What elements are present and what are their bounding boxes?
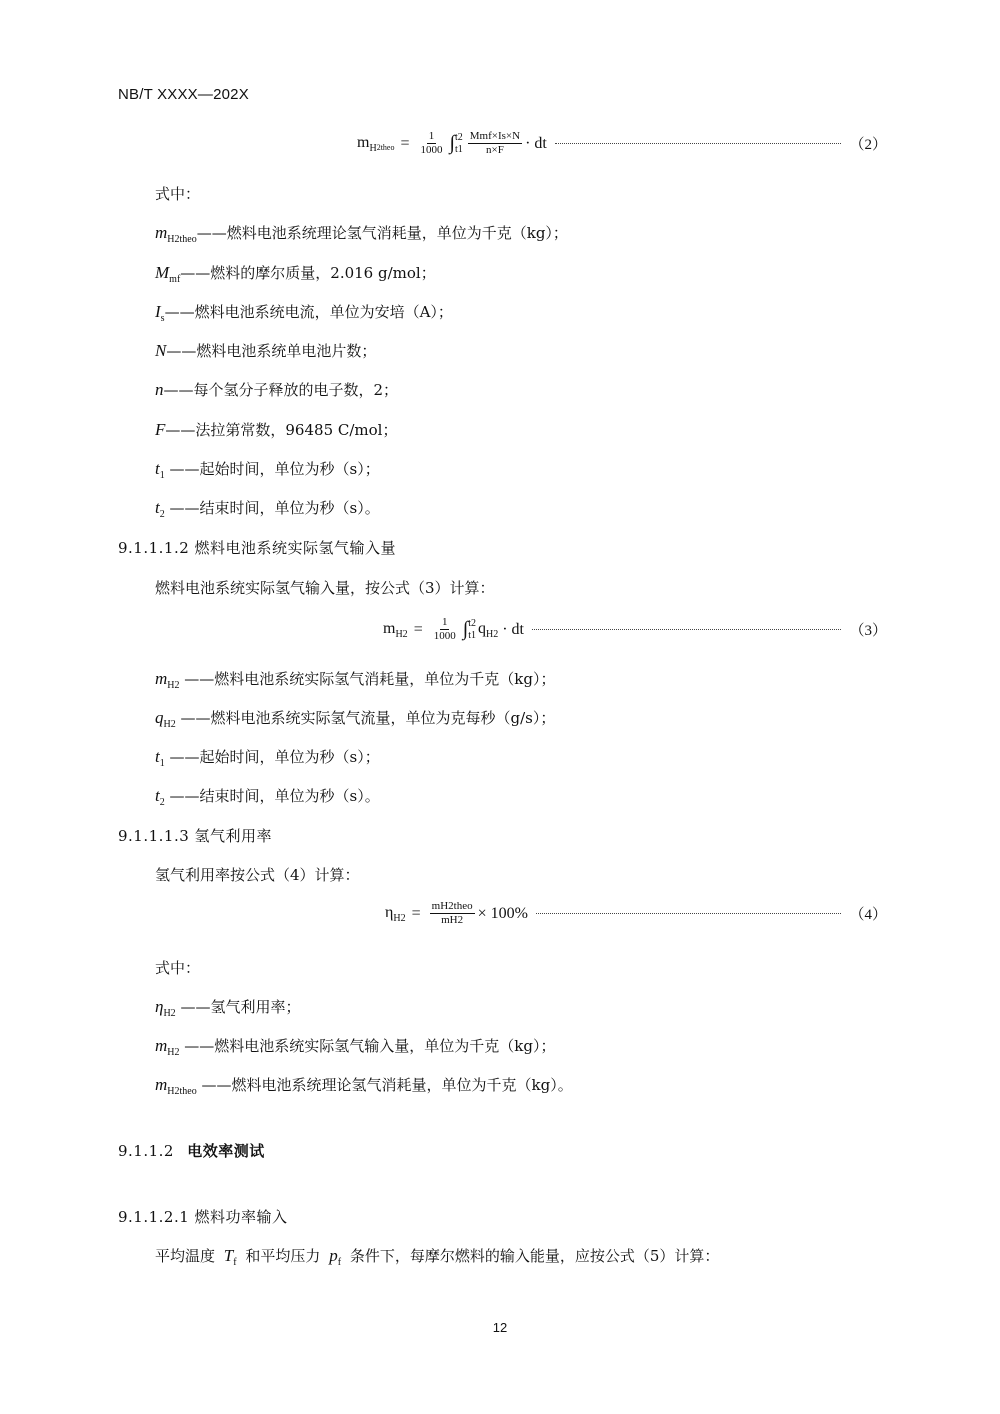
section-9-1-1-1-2: 9.1.1.1.2 燃料电池系统实际氢气输入量 — [118, 539, 397, 557]
definition-item — [155, 262, 436, 285]
page-number: 12 — [492, 1320, 508, 1335]
eq3-lhs: $m_{H2}$ — [383, 619, 408, 640]
document-header: NB/T XXXX—202X — [118, 86, 249, 103]
paragraph-eq5-intro: 平均温度 $T_f$ 和平均压力 $p_f$ 条件下，每摩尔燃料的输入能量，应按公式（5）计算： — [155, 1246, 720, 1268]
eq3-tail: · dt — [502, 620, 524, 638]
definition-symbol: $m_{H2}$ — [155, 669, 180, 691]
definition-item — [155, 1074, 573, 1097]
definition-item — [155, 340, 376, 361]
definition-text: ——燃料电池系统单电池片数； — [166, 342, 377, 360]
definition-symbol: $m_{H2theo}$ — [155, 1075, 197, 1097]
definition-text: ——燃料电池系统理论氢气消耗量，单位为千克（kg）； — [196, 224, 568, 242]
leader-dots — [555, 143, 842, 144]
section-number: 9.1.1.2 — [118, 1142, 174, 1160]
definition-text: ——燃料电池系统理论氢气消耗量，单位为千克（kg）。 — [196, 1076, 573, 1094]
eq2-limits: t2 t1 — [454, 131, 463, 155]
eq4-lhs: $\eta_{H2}$ — [385, 903, 406, 924]
definition-item — [155, 419, 397, 440]
section-9-1-1-2-1: 9.1.1.2.1 燃料功率输入 — [118, 1208, 288, 1226]
definition-text: ——燃料电池系统实际氢气流量，单位为克每秒（g/s）； — [175, 709, 556, 727]
definition-text: ——起始时间，单位为秒（s）； — [164, 748, 380, 766]
definition-text: ——起始时间，单位为秒（s）； — [164, 460, 380, 478]
definition-item — [155, 222, 568, 245]
definition-symbol: $t_2$ — [155, 498, 165, 520]
definition-text: ——燃料电池系统电流，单位为安培（A）； — [164, 303, 453, 321]
definition-item — [155, 996, 300, 1019]
leader-dots — [536, 913, 842, 914]
eq2-lhs: $m_H2theo$ — [357, 133, 395, 154]
equation-4: $\eta_{H2}$ = $\frac{\text{mH2theo}}{mH2}$ × 100% （4） — [385, 900, 887, 926]
definition-text: ——燃料的摩尔质量，2.016 g/mol； — [180, 264, 436, 282]
definition-text: ——每个氢分子释放的电子数，2； — [163, 381, 399, 399]
eq2-tail: · dt — [525, 134, 547, 152]
definition-symbol: $m_{H2theo}$ — [155, 223, 197, 245]
definition-text: ——氢气利用率； — [175, 998, 301, 1016]
integral-symbol: ∫ — [462, 618, 469, 640]
definition-text: ——结束时间，单位为秒（s）。 — [164, 787, 380, 805]
definition-item — [155, 497, 380, 520]
eq3-fraction: $\frac{1}{1000}$ — [433, 616, 456, 642]
definition-symbol: n — [155, 380, 164, 399]
eq2-number: （2） — [849, 137, 887, 153]
where-label-1: 式中： — [155, 185, 201, 203]
definition-text: ——法拉第常数，96485 C/mol； — [165, 421, 398, 439]
eq4-number: （4） — [849, 907, 887, 923]
integral-symbol: ∫ — [449, 132, 455, 154]
definition-symbol: $q_{H2}$ — [155, 708, 176, 730]
eq4-fraction: $\frac{\text{mH2theo}}{mH2}$ — [431, 900, 473, 926]
definition-symbol: $I_s$ — [155, 302, 165, 324]
definition-item — [155, 707, 555, 730]
section-title: 电效率测试 — [187, 1142, 265, 1160]
section-9-1-1-1-3: 9.1.1.1.3 氢气利用率 — [118, 827, 273, 845]
paragraph-eq4-intro: 氢气利用率按公式（4）计算： — [155, 866, 360, 884]
definition-item — [155, 1035, 555, 1058]
definition-item — [155, 746, 380, 769]
definition-symbol: $M_{mf}$ — [155, 263, 181, 285]
definition-item — [155, 458, 380, 481]
definition-item — [155, 379, 398, 400]
symbol-T: $T_f$ — [223, 1246, 237, 1268]
definition-text: ——结束时间，单位为秒（s）。 — [164, 499, 380, 517]
definition-item — [155, 301, 453, 324]
definition-symbol: $\eta_{H2}$ — [155, 997, 176, 1019]
definition-symbol: F — [155, 420, 166, 439]
paragraph-eq3-intro: 燃料电池系统实际氢气输入量，按公式（3）计算： — [155, 579, 495, 597]
definition-symbol: $m_{H2}$ — [155, 1036, 180, 1058]
eq2-fraction-1: $\frac{1}{1000}$ — [420, 130, 443, 156]
equation-3: $m_{H2}$ = $\frac{1}{1000}$ ∫ t2 t1 $q_{H2}$ · dt （3） — [383, 616, 887, 642]
definition-symbol: $t_1$ — [155, 747, 165, 769]
eq3-number: （3） — [849, 623, 887, 639]
definition-symbol: N — [155, 341, 167, 360]
definition-symbol: $t_1$ — [155, 459, 165, 481]
definition-item — [155, 785, 380, 808]
eq3-body: $q_{H2}$ — [477, 619, 499, 640]
eq3-limits: t2 t1 — [468, 617, 476, 641]
definition-symbol: $t_2$ — [155, 786, 165, 808]
symbol-p: $p_f$ — [329, 1246, 342, 1268]
definition-text: ——燃料电池系统实际氢气消耗量，单位为千克（kg）； — [179, 670, 556, 688]
definition-text: ——燃料电池系统实际氢气输入量，单位为千克（kg）； — [179, 1037, 556, 1055]
eq4-tail: × 100% — [477, 904, 528, 922]
leader-dots — [532, 629, 841, 630]
eq2-fraction-2: $\frac{\text{Mmf×Is×N}}{n\times F}$ — [469, 130, 521, 156]
where-label-2: 式中： — [155, 959, 201, 977]
section-9-1-1-2 — [118, 1140, 265, 1161]
equation-2: $m_H2theo$ = $\frac{1}{1000}$ ∫ t2 t1 $\frac{\text{Mmf×Is×N}}{n\times F}$ · dt （2） — [357, 130, 887, 156]
definition-item — [155, 668, 555, 691]
